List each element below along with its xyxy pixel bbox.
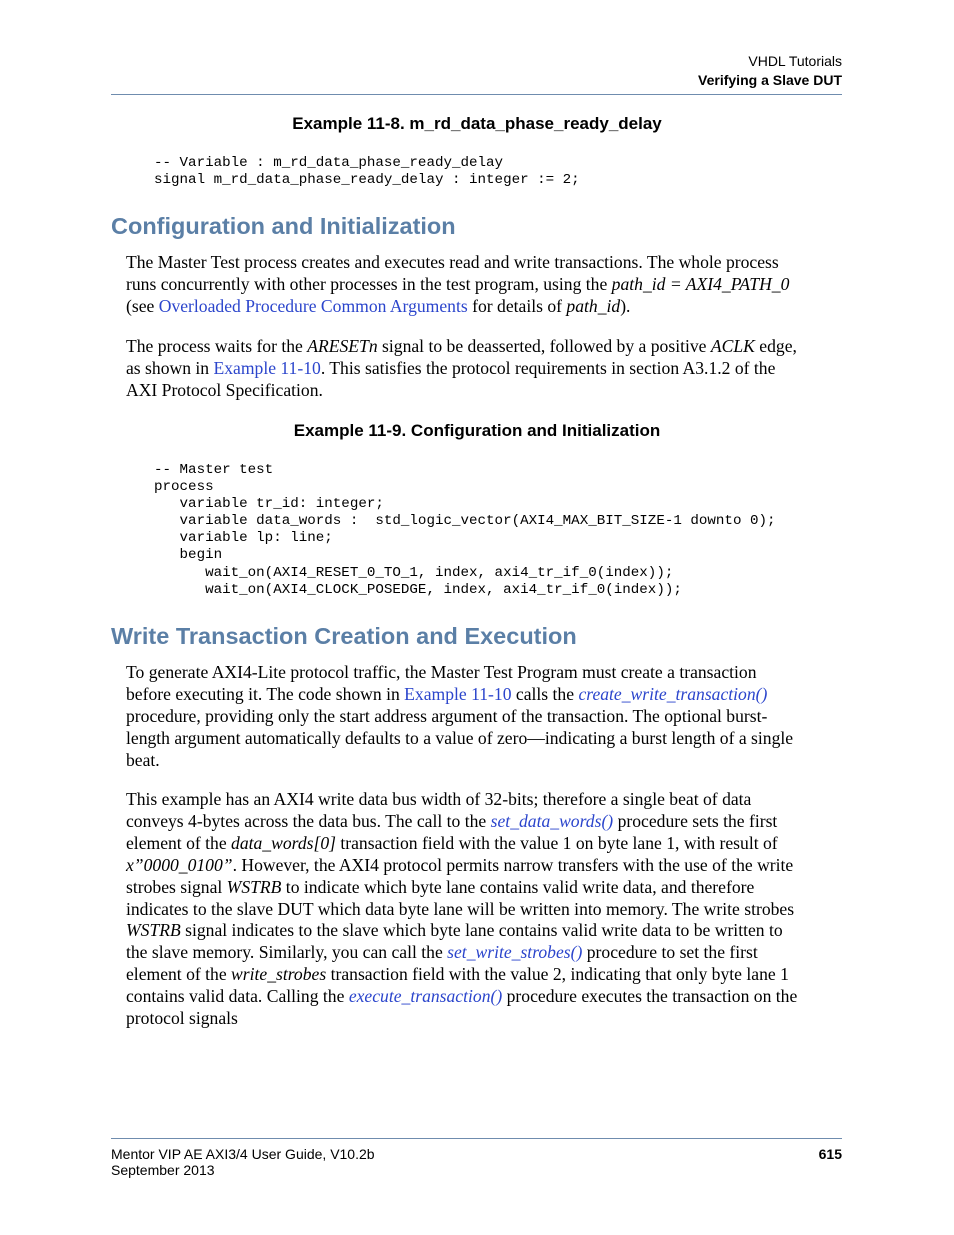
config-paragraph-1: The Master Test process creates and executes read and write transactions. The whole process runs concurrently with other processes in the test program, using the path_id = AXI4_PATH_0 (see Overloaded Procedure Common Arguments for details of path_id). [126,252,790,316]
link-set-write-strobes[interactable]: set_write_strobes() [447,942,583,963]
config-paragraph-2: The process waits for the ARESETn signal to be deasserted, followed by a positive ACLK edge, as shown in Example 11-10. This satisfies the protocol requirements in section A3.1.2 of the AXI Protocol Specification. [126,336,797,400]
link-example-11-10[interactable]: Example 11-10 [404,683,512,704]
code-line: variable data_words : std_logic_vector(AXI4_MAX_BIT_SIZE-1 downto 0); [154,513,776,530]
running-header-section: Verifying a Slave DUT [698,72,842,88]
footer-doc-title: Mentor VIP AE AXI3/4 User Guide, V10.2b [111,1146,375,1162]
example-11-8-caption: Example 11-8. m_rd_data_phase_ready_delay [292,114,662,133]
code-line: -- Master test [154,462,274,478]
link-set-data-words[interactable]: set_data_words() [490,810,614,831]
example-11-8-code [154,155,580,189]
code-line: variable tr_id: integer; [154,496,384,513]
example-11-9-code [154,462,776,599]
write-paragraph-1: To generate AXI4-Lite protocol traffic, the Master Test Program must create a transaction before executing it. The code shown in Example 11-10 calls the create_write_transaction() procedure, providing only the start address argument of the transaction. The optional burst- length argument automatically defaults to a value of zero—indicating a burst length of a single beat. [126,662,794,770]
section-heading-write-transaction: Write Transaction Creation and Execution [111,623,577,649]
code-line: wait_on(AXI4_RESET_0_TO_1, index, axi4_tr_if_0(index)); [154,564,674,581]
code-line: -- Variable : m_rd_data_phase_ready_delay [154,155,504,171]
link-execute-transaction[interactable]: execute_transaction() [348,986,503,1007]
write-paragraph-2: This example has an AXI4 write data bus width of 32-bits; therefore a single beat of data conveys 4-bytes across the data bus. The call to the set_data_words() procedure sets the first element of the data_words[0] transaction field with the value 1 on byte lane 1, with result of x”0000_0100”. However, the AXI4 protocol permits narrow transfers with the use of the write strobes signal WSTRB to indicate which byte lane contains valid write data, and therefore indicates to the slave DUT which data byte lane will be written into memory. The write strobes WSTRB signal indicates to the slave which byte lane contains valid write data to be written to the slave memory. Similarly, you can call the set_write_strobes() procedure to set the first element of the write_strobes transaction field with the value 2, indicating that only byte lane 1 contains valid data. Calling the execute_transaction() procedure executes the transaction on the protocol signals [126,789,798,1029]
page-number: 615 [818,1146,842,1162]
link-example-11-10[interactable]: Example 11-10 [213,357,321,378]
section-heading-configuration: Configuration and Initialization [111,213,456,239]
code-line: variable lp: line; [154,530,333,547]
running-header-chapter: VHDL Tutorials [748,53,842,69]
code-line: begin [154,547,223,564]
code-line: process [154,479,214,496]
link-create-write-transaction[interactable]: create_write_transaction() [578,683,768,704]
footer-rule [111,1138,842,1139]
header-rule [111,94,842,95]
code-line: signal m_rd_data_phase_ready_delay : integer := 2; [154,172,580,189]
code-line: wait_on(AXI4_CLOCK_POSEDGE, index, axi4_tr_if_0(index)); [154,581,682,598]
link-overloaded-procedure-common-arguments[interactable]: Overloaded Procedure Common Arguments [158,295,468,316]
footer-date: September 2013 [111,1162,215,1178]
example-11-9-caption: Example 11-9. Configuration and Initialization [293,421,661,440]
